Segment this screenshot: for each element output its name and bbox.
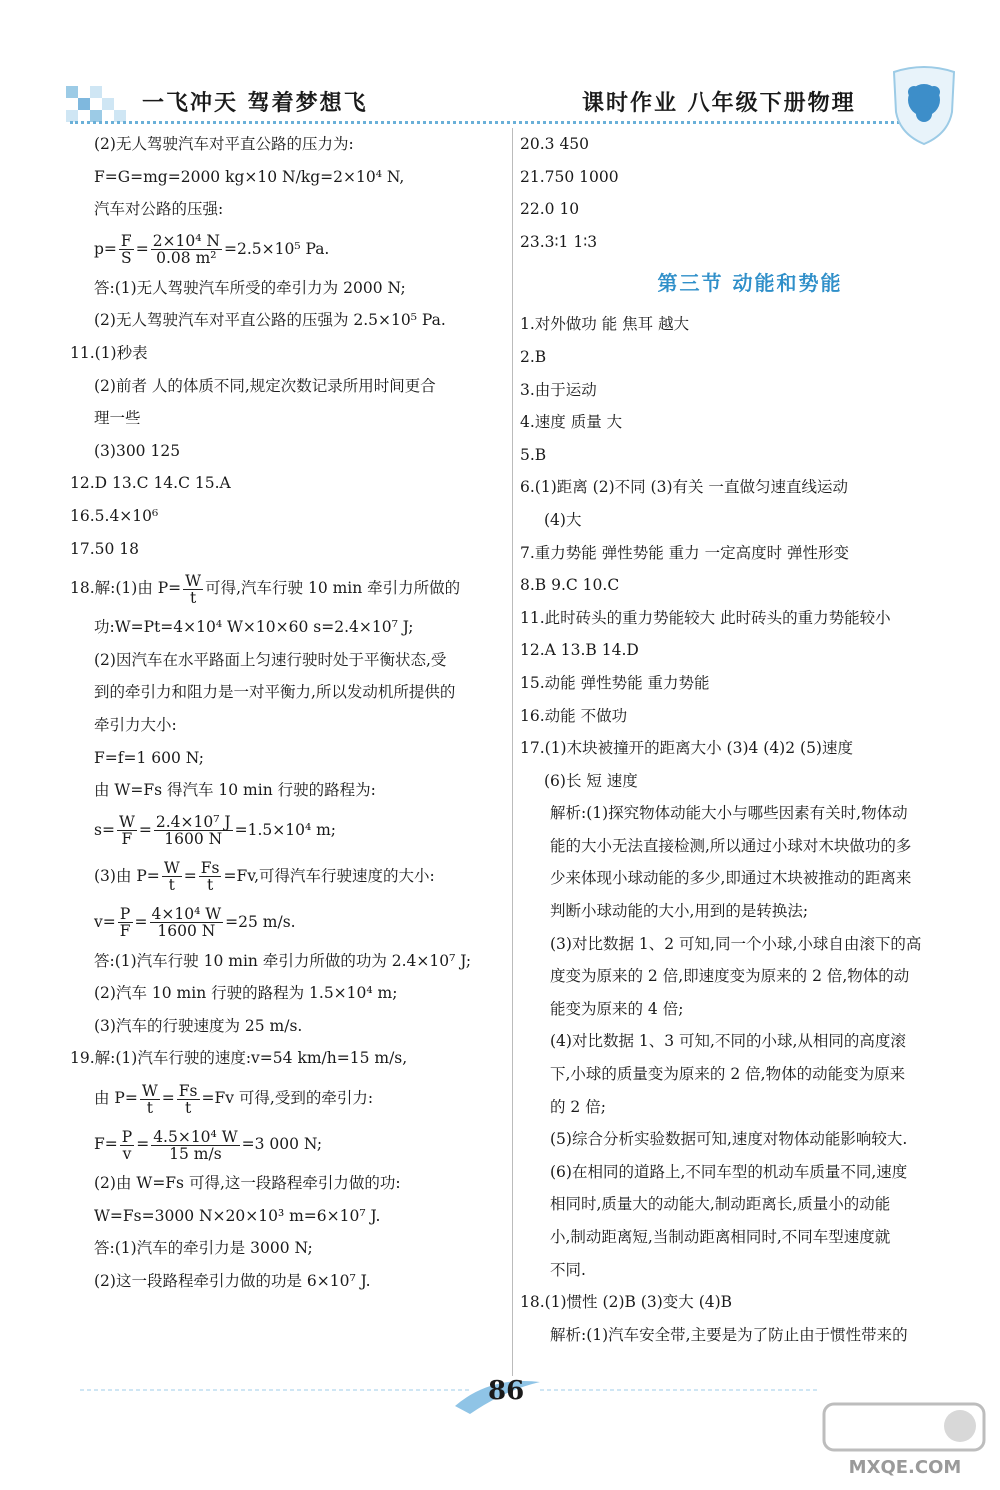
answer-line: (2)前者 人的体质不同,规定次数记录所用时间更合 — [94, 376, 436, 395]
answer-line: W=Fs=3000 N×20×10³ m=6×10⁷ J. — [94, 1206, 381, 1225]
answer-line: (3)汽车的行驶速度为 25 m/s. — [94, 1016, 303, 1035]
answer-line: 19.解:(1)汽车行驶的速度:v=54 km/h=15 m/s, — [70, 1049, 408, 1068]
answer-line: 1.对外做功 能 焦耳 越大 — [520, 315, 690, 334]
fraction: $\frac{F}{S}$ — [120, 232, 132, 268]
header-book-title: 课时作业 八年级下册物理 — [582, 90, 856, 116]
answer-line: 21.750 1000 — [520, 167, 619, 186]
answer-line: 18.(1)惯性 (2)B (3)变大 (4)B — [520, 1293, 733, 1312]
fraction: $\frac{P}{v}$ — [121, 1127, 133, 1163]
answer-line: 22.0 10 — [520, 200, 580, 219]
watermark-text: MXQE.COM — [848, 1457, 962, 1478]
answer-line: 11.(1)秒表 — [70, 343, 148, 362]
fraction: $\frac{P}{F}$ — [119, 905, 131, 941]
answer-line: 答:(1)无人驾驶汽车所受的牵引力为 2000 N; — [94, 278, 406, 297]
checker-decoration — [66, 86, 142, 122]
answer-line: 5.B — [520, 445, 547, 464]
answer-line: (2)无人驾驶汽车对平直公路的压强为 2.5×10⁵ Pa. — [94, 311, 446, 330]
formula-line: F= $\frac{P}{v}$ = $\frac{\text{4.5×10⁴ W}}{15 m/s}$ =3 000 N; — [94, 1127, 323, 1163]
answer-line: 12.D 13.C 14.C 15.A — [70, 474, 231, 493]
analysis-line: 的 2 倍; — [550, 1097, 606, 1116]
fraction: $\frac{W}{F}$ — [118, 813, 135, 849]
fraction: $\frac{W}{t}$ — [185, 571, 202, 607]
fraction: $\frac{W}{t}$ — [163, 859, 180, 895]
left-column — [70, 128, 510, 1297]
analysis-line: (6)在相同的道路上,不同车型的机动车质量不同,速度 — [550, 1162, 908, 1181]
answer-line: (2)汽车 10 min 行驶的路程为 1.5×10⁴ m; — [94, 984, 398, 1003]
analysis-line: 相同时,质量大的动能大,制动距离长,质量小的动能 — [550, 1195, 891, 1214]
right-column — [520, 128, 980, 1351]
analysis-line: (4)对比数据 1、3 可知,不同的小球,从相同的高度滚 — [550, 1032, 906, 1051]
answer-line: F=G=mg=2000 kg×10 N/kg=2×10⁴ N, — [94, 167, 405, 186]
analysis-line: 解析:(1)探究物体动能大小与哪些因素有关时,物体动 — [550, 804, 908, 823]
answer-line: 20.3 450 — [520, 135, 590, 153]
formula-line: v= $\frac{P}{F}$ = $\frac{\text{4×10⁴ W}}{1600 N}$ =25 m/s. — [94, 905, 296, 941]
fraction: $\frac{\text{2.4×10⁷ J}}{1600 N}$ — [155, 813, 231, 849]
answer-line: 牵引力大小: — [94, 715, 177, 734]
answer-line: 17.50 18 — [70, 539, 140, 558]
answer-line: 功:W=Pt=4×10⁴ W×10×60 s=2.4×10⁷ J; — [94, 618, 414, 637]
answer-line: 答:(1)汽车行驶 10 min 牵引力所做的功为 2.4×10⁷ J; — [94, 951, 472, 970]
formula-line: (3)由 P= $\frac{W}{t}$ = $\frac{Fs}{t}$ =Fv,可得汽车行驶速度的大小: — [94, 859, 435, 895]
answer-line: 到的牵引力和阻力是一对平衡力,所以发动机所提供的 — [94, 683, 456, 702]
column-divider — [512, 128, 513, 1376]
formula-line: 由 P= $\frac{W}{t}$ = $\frac{Fs}{t}$ =Fv 可得,受到的牵引力: — [94, 1081, 374, 1117]
answer-line: 16.5.4×10⁶ — [70, 506, 159, 525]
answer-line: F=f=1 600 N; — [94, 748, 204, 767]
answer-line: (2)由 W=Fs 可得,这一段路程牵引力做的功: — [94, 1174, 401, 1193]
analysis-line: 少来体现小球动能的多少,即通过木块被推动的距离来 — [550, 869, 912, 888]
answer-line: 答:(1)汽车的牵引力是 3000 N; — [94, 1239, 313, 1258]
answer-line: (2)因汽车在水平路面上匀速行驶时处于平衡状态,受 — [94, 650, 447, 669]
analysis-line: 度变为原来的 2 倍,即速度变为原来的 2 倍,物体的动 — [550, 967, 910, 986]
answer-line: 17.(1)木块被撞开的距离大小 (3)4 (4)2 (5)速度 — [520, 739, 853, 758]
watermark-badge-icon — [820, 1398, 990, 1454]
analysis-line: (3)对比数据 1、2 可知,同一个小球,小球自由滚下的高 — [550, 934, 922, 953]
answer-line: 15.动能 弹性势能 重力势能 — [520, 673, 710, 692]
fraction: $\frac{Fs}{t}$ — [200, 859, 220, 895]
answer-line: (2)这一段路程牵引力做的功是 6×10⁷ J. — [94, 1271, 371, 1290]
header-slogan: 一飞冲天 驾着梦想飞 — [142, 90, 368, 116]
fraction: $\frac{W}{t}$ — [141, 1081, 158, 1117]
fraction: $\frac{\text{4×10⁴ W}}{1600 N}$ — [151, 905, 222, 941]
header-dotted-rule — [70, 121, 900, 124]
answer-line: 8.B 9.C 10.C — [520, 576, 620, 595]
analysis-line: 不同. — [550, 1260, 586, 1279]
fraction: $\frac{\text{4.5×10⁴ W}}{15 m/s}$ — [153, 1127, 238, 1163]
answer-line: 16.动能 不做功 — [520, 706, 628, 725]
answer-line: (2)无人驾驶汽车对平直公路的压力为: — [94, 135, 354, 153]
formula-line: 18.解:(1)由 P= $\frac{W}{t}$ 可得,汽车行驶 10 min 牵引力所做的 — [70, 571, 461, 607]
page-number: 86 — [488, 1376, 525, 1406]
analysis-line: 能的大小无法直接检测,所以通过小球对木块做功的多 — [550, 836, 912, 855]
answer-line: 汽车对公路的压强: — [94, 200, 224, 219]
answer-line: 由 W=Fs 得汽车 10 min 行驶的路程为: — [94, 781, 376, 800]
fraction: $\frac{\text{2×10⁴ N}}{\text{0.08 m²}}$ — [152, 232, 220, 268]
answer-line: (3)300 125 — [94, 441, 181, 460]
answer-line: (6)长 短 速度 — [544, 771, 638, 790]
analysis-line: (5)综合分析实验数据可知,速度对物体动能影响较大. — [550, 1130, 908, 1149]
analysis-line: 小,制动距离短,当制动距离相同时,不同车型速度就 — [550, 1228, 891, 1246]
answer-line: 23.3∶1 1∶3 — [520, 232, 598, 251]
analysis-line: 判断小球动能的大小,用到的是转换法; — [550, 902, 809, 921]
answer-line: 4.速度 质量 大 — [520, 413, 623, 432]
answer-line: 2.B — [520, 347, 547, 366]
fraction: $\frac{Fs}{t}$ — [178, 1081, 198, 1117]
answer-line: 12.A 13.B 14.D — [520, 641, 639, 660]
section-title: 第三节 动能和势能 — [657, 271, 843, 296]
answer-line: (4)大 — [544, 510, 582, 529]
analysis-line: 解析:(1)汽车安全带,主要是为了防止由于惯性带来的 — [550, 1325, 908, 1344]
analysis-line: 下,小球的质量变为原来的 2 倍,物体的动能变为原来 — [550, 1065, 906, 1084]
watermark-logo — [820, 1398, 990, 1478]
answer-line: 6.(1)距离 (2)不同 (3)有关 一直做匀速直线运动 — [520, 478, 848, 497]
answer-line: 理一些 — [94, 409, 141, 428]
analysis-line: 能变为原来的 4 倍; — [550, 999, 684, 1018]
answer-line: 3.由于运动 — [520, 380, 597, 399]
formula-line: p= $\frac{F}{S}$ = $\frac{\text{2×10⁴ N}}{\text{0.08 m²}}$ =2.5×10⁵ Pa. — [94, 232, 330, 268]
formula-line: s= $\frac{W}{F}$ = $\frac{\text{2.4×10⁷ J}}{1600 N}$ =1.5×10⁴ m; — [94, 813, 337, 849]
answer-line: 11.此时砖头的重力势能较大 此时砖头的重力势能较小 — [520, 608, 891, 627]
answer-line: 7.重力势能 弹性势能 重力 一定高度时 弹性形变 — [520, 543, 849, 562]
